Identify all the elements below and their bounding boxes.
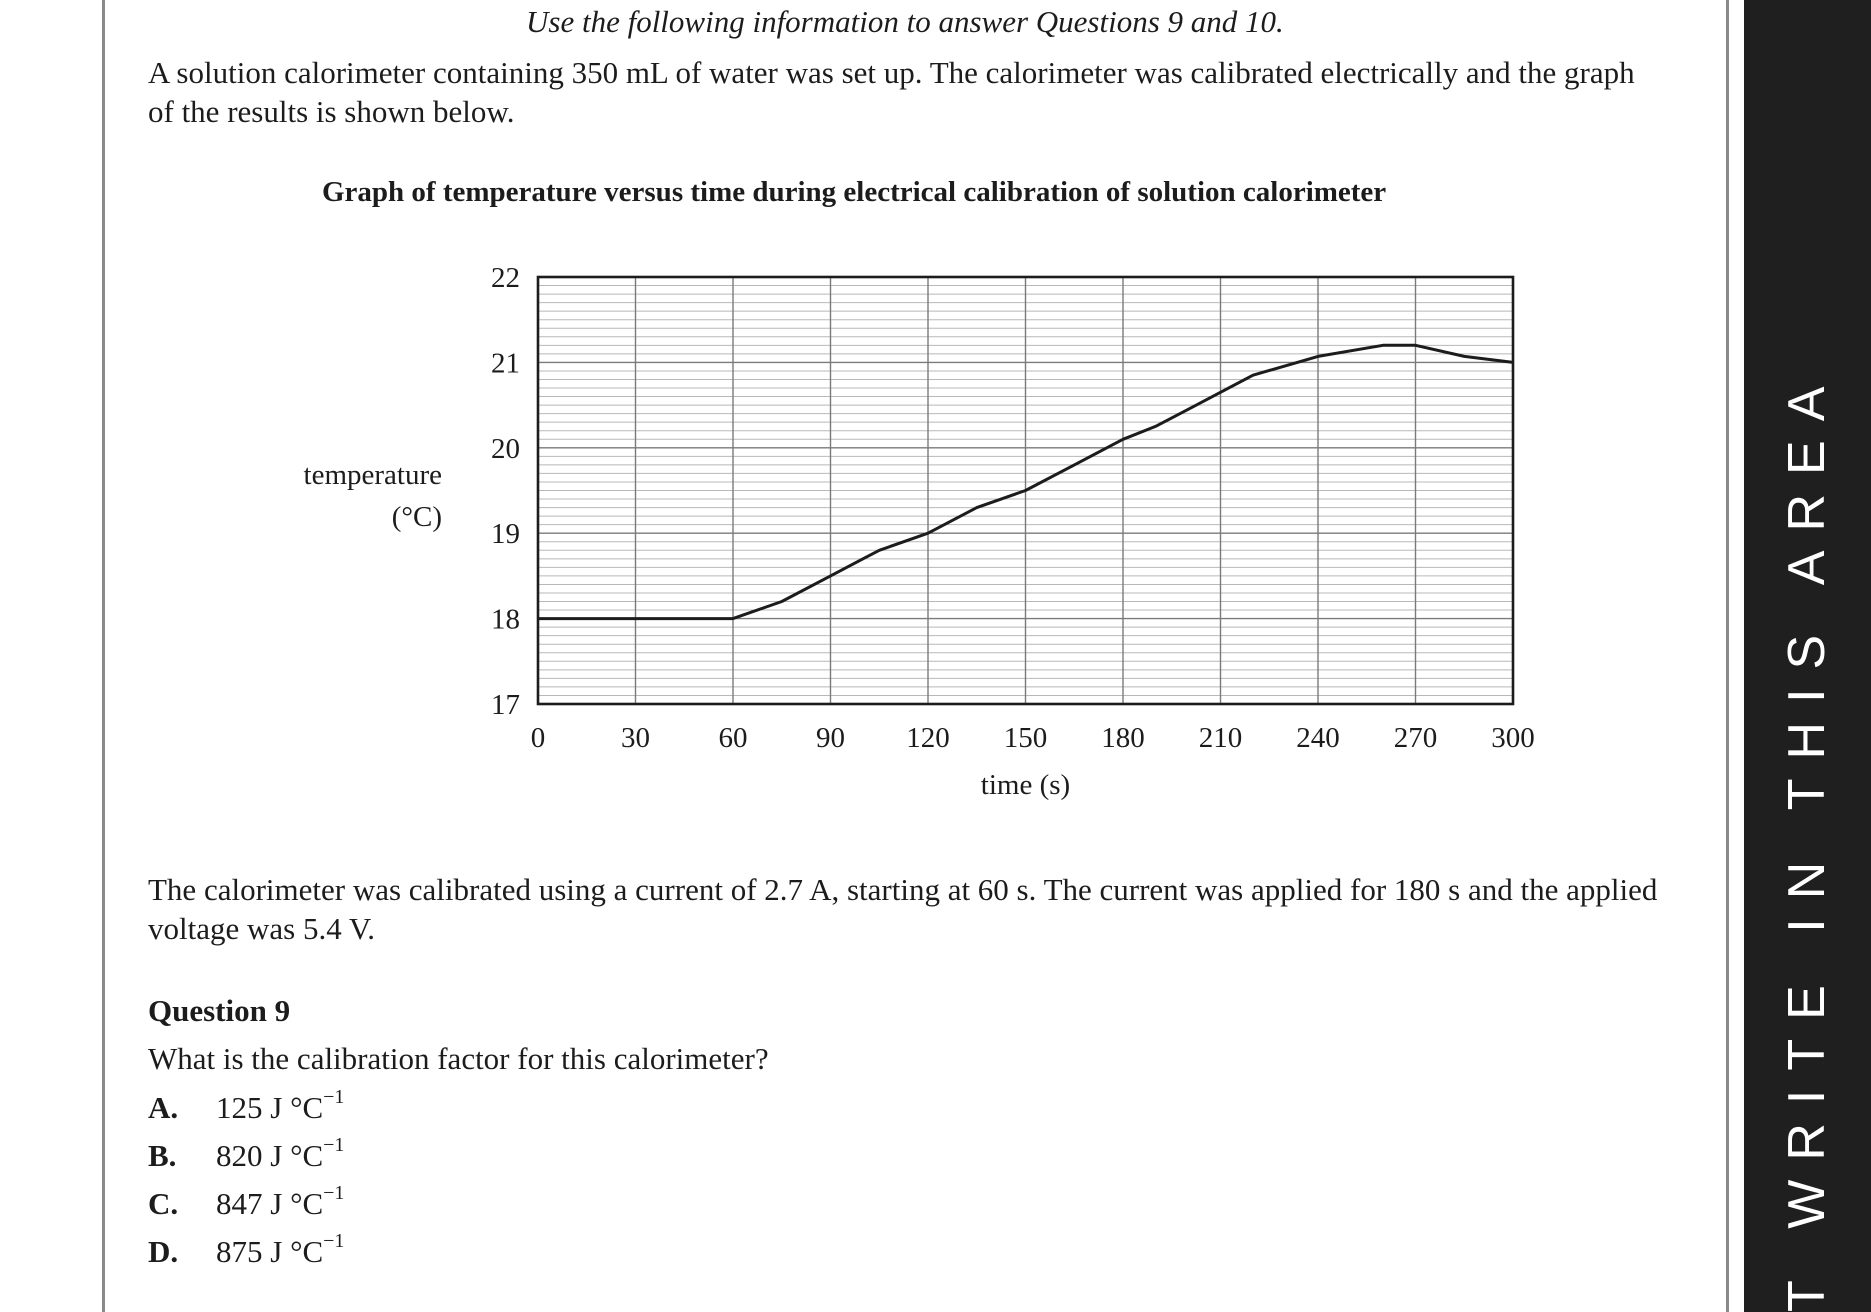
x-tick-labels: [531, 722, 1535, 754]
intro-instruction: Use the following information to answer Questions 9 and 10.: [526, 4, 1284, 39]
option-letter: D.: [148, 1234, 179, 1269]
option-number: 125: [216, 1090, 263, 1125]
stem-paragraph: A solution calorimeter containing 350 mL of water was set up. The calorimeter was calibrated electrically and the graph of the results is shown below.: [148, 55, 1635, 129]
x-tick-label: 180: [1101, 722, 1145, 754]
option-unit: J °C: [270, 1186, 324, 1221]
option-value: [216, 1134, 345, 1174]
x-axis-label: time (s): [980, 769, 1071, 801]
option-unit: J °C: [270, 1234, 324, 1269]
calibration-paragraph: The calorimeter was calibrated using a current of 2.7 A, starting at 60 s. The current was applied for 180 s and the applied voltage was 5.4 V.: [148, 872, 1658, 946]
option-number: 847: [216, 1186, 263, 1221]
y-axis-label-line-2: (°C): [391, 501, 442, 533]
y-tick-labels: [491, 262, 520, 721]
y-tick-label: 18: [491, 603, 520, 636]
y-axis-label-line-1: temperature: [303, 459, 442, 491]
y-tick-label: 22: [491, 262, 520, 294]
option-value: [216, 1230, 345, 1270]
question-heading: Question 9: [148, 993, 291, 1028]
option-number: 820: [216, 1138, 263, 1173]
option-number: 875: [216, 1234, 263, 1269]
x-tick-label: 60: [718, 722, 748, 754]
margin-warning-text: T WRITE IN THIS AREA: [1778, 367, 1836, 1312]
x-tick-label: 150: [1003, 722, 1048, 754]
option-value: [216, 1182, 345, 1222]
option-unit-exponent: −1: [323, 1086, 345, 1108]
y-tick-label: 19: [491, 518, 520, 551]
x-tick-label: 300: [1491, 722, 1535, 754]
x-tick-label: 210: [1198, 722, 1243, 754]
x-tick-label: 0: [530, 722, 546, 754]
question-text: What is the calibration factor for this calorimeter?: [148, 1041, 769, 1076]
option-unit-exponent: −1: [323, 1182, 345, 1204]
x-tick-label: 90: [816, 722, 845, 754]
x-tick-label: 240: [1296, 722, 1340, 754]
option-letter: A.: [148, 1090, 179, 1125]
option-unit-exponent: −1: [323, 1230, 345, 1252]
y-tick-label: 20: [491, 432, 520, 465]
option-unit: J °C: [270, 1138, 324, 1173]
x-tick-label: 270: [1393, 722, 1438, 754]
chart-title: Graph of temperature versus time during electrical calibration of solution calorimeter: [322, 176, 1387, 208]
option-unit: J °C: [270, 1090, 324, 1125]
x-tick-label: 120: [906, 722, 950, 754]
option-letter: B.: [148, 1138, 177, 1173]
option-letter: C.: [148, 1186, 179, 1221]
option-unit-exponent: −1: [323, 1134, 345, 1156]
x-tick-label: 30: [621, 722, 650, 754]
option-value: [216, 1086, 345, 1126]
y-tick-label: 21: [491, 347, 520, 380]
y-tick-label: 17: [491, 689, 520, 721]
